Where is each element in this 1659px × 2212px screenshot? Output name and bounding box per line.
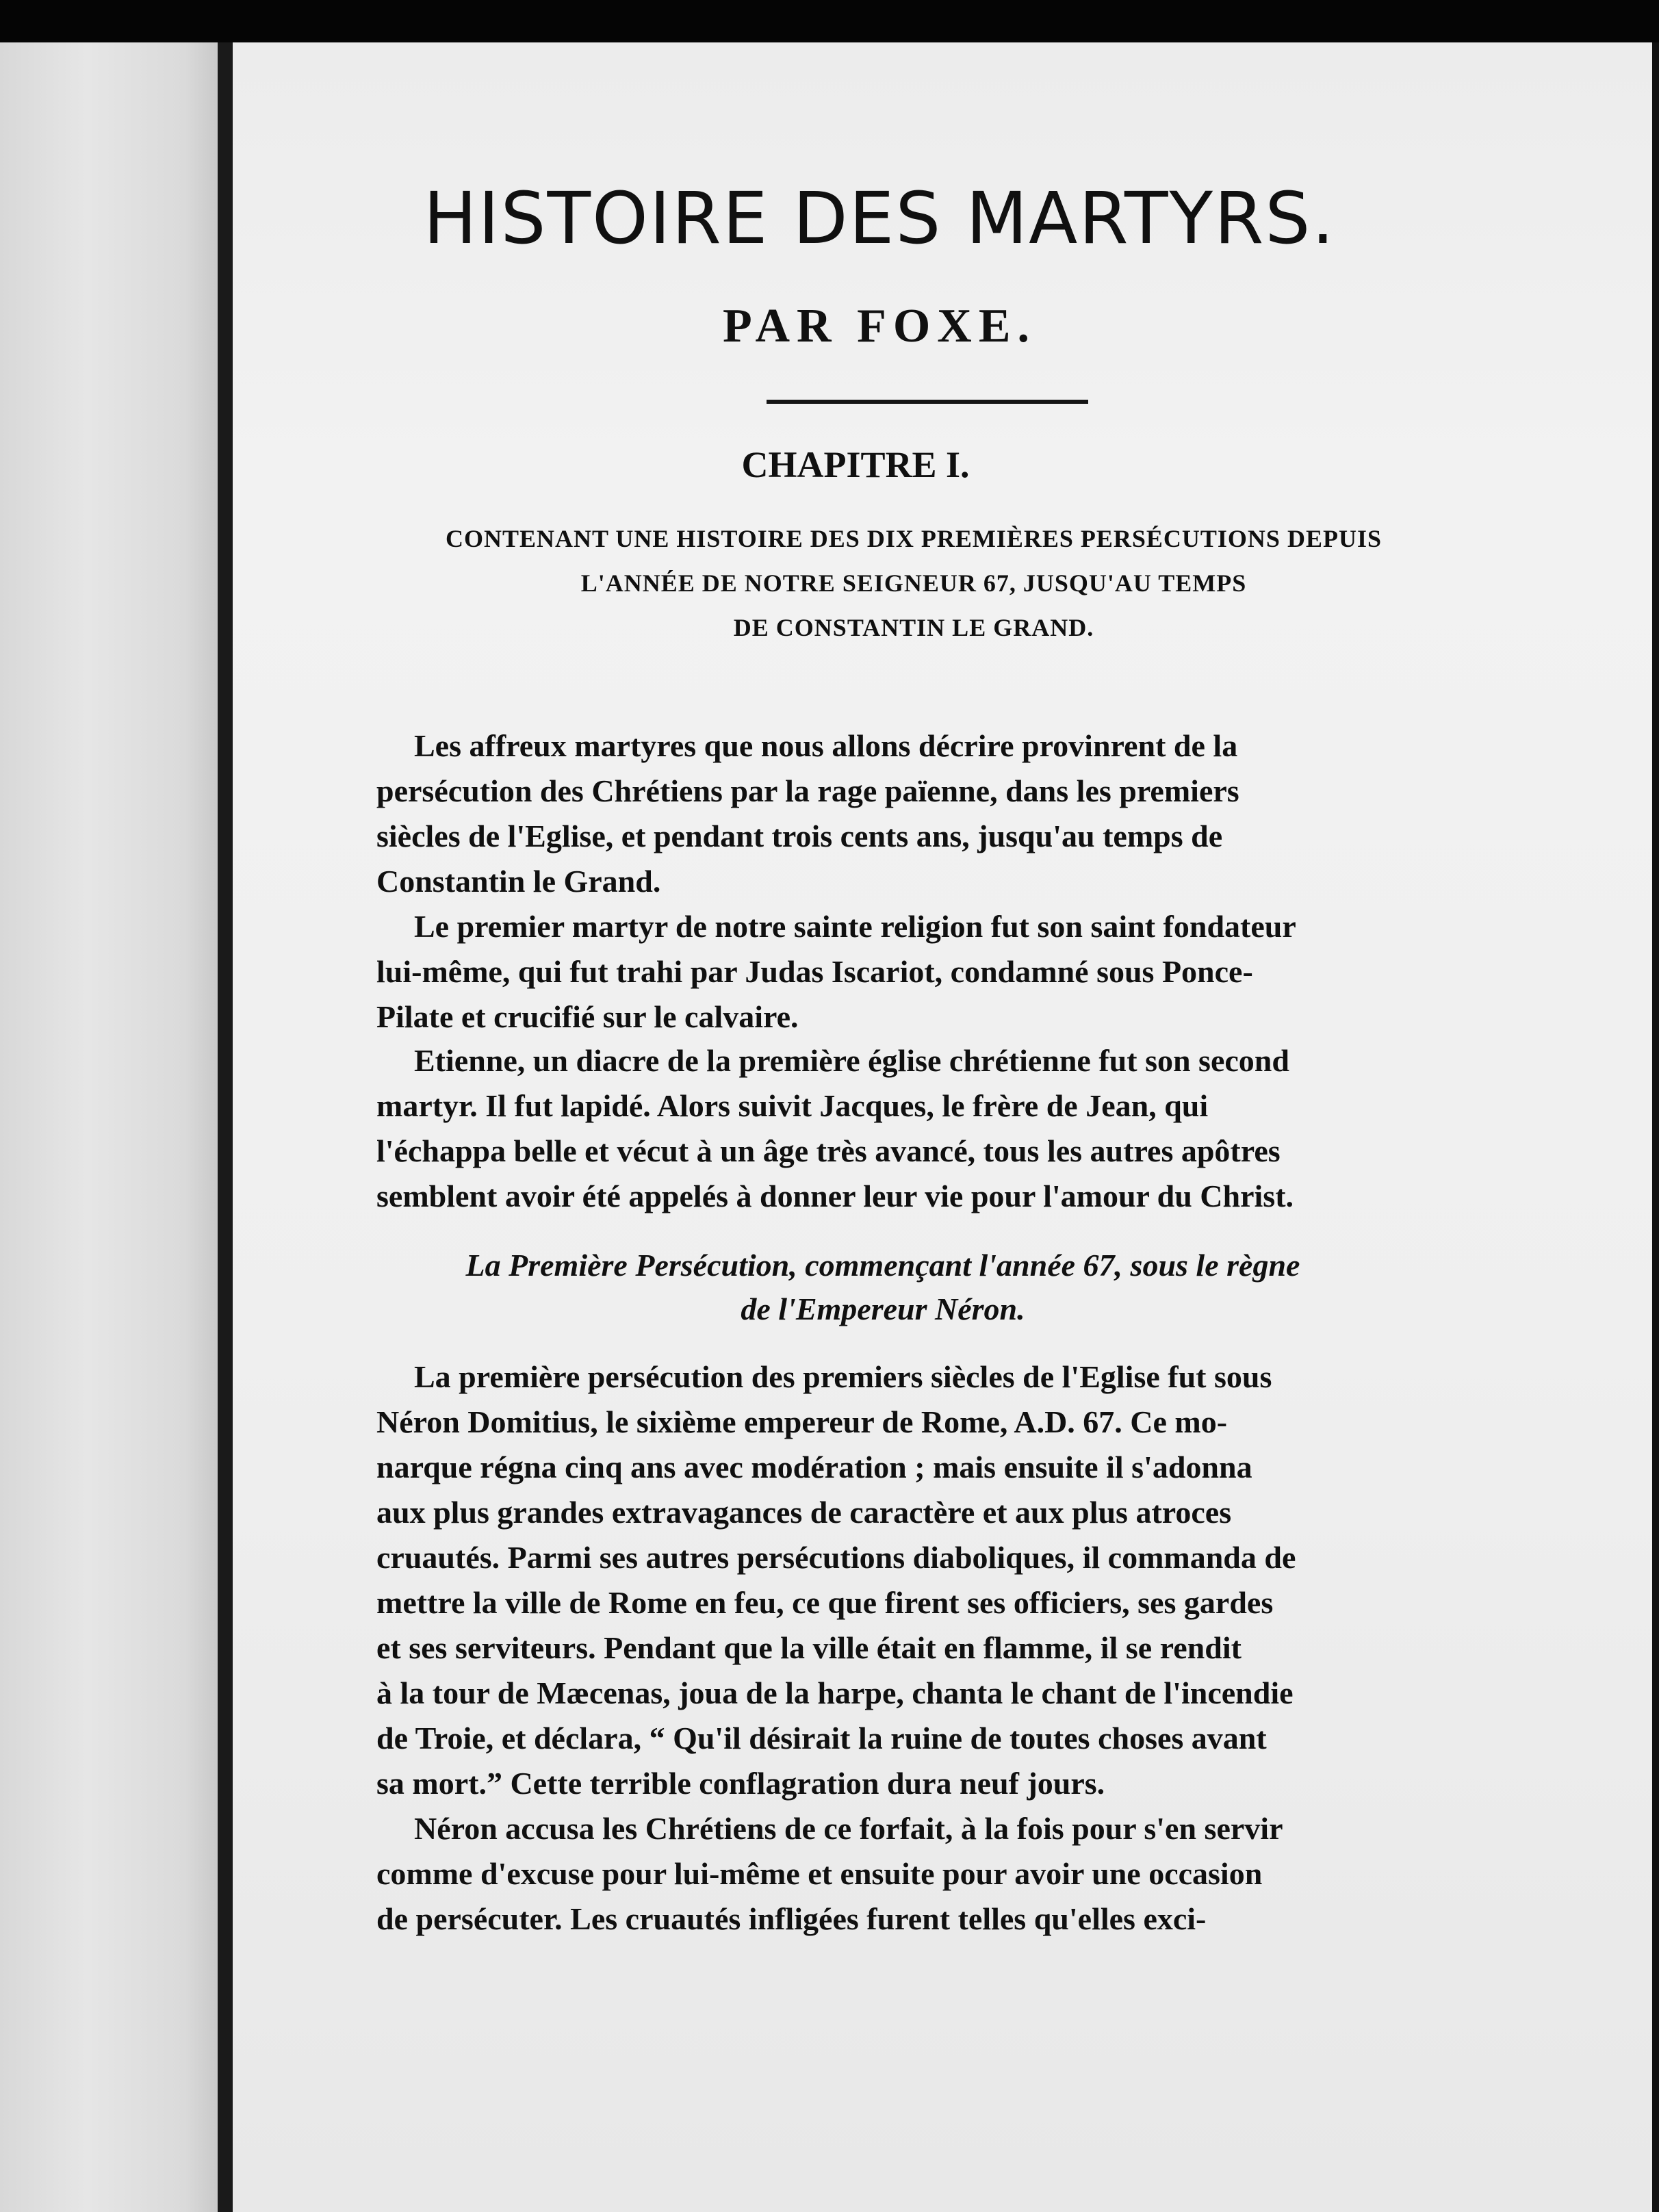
chapter-summary [376, 517, 1451, 650]
book-page [233, 42, 1659, 2212]
text-line: Les affreux martyres que nous allons décrire provinrent de la [414, 728, 1238, 763]
chapter-heading: CHAPITRE I. [741, 444, 970, 485]
summary-line: DE CONSTANTIN LE GRAND. [733, 614, 1094, 641]
paragraph-3 [376, 1038, 1451, 1219]
facing-page-edge [0, 42, 218, 2212]
text-line: à la tour de Mæcenas, joua de la harpe, chanta le chant de l'incendie [376, 1675, 1294, 1710]
title-rule [767, 400, 1088, 404]
author-byline: PAR FOXE. [722, 300, 1037, 352]
text-line: siècles de l'Eglise, et pendant trois cents ans, jusqu'au temps de [376, 819, 1223, 853]
text-line: Le premier martyr de notre sainte religion fut son saint fondateur [414, 909, 1296, 944]
text-line: Pilate et crucifié sur le calvaire. [376, 999, 799, 1034]
text-line: de persécuter. Les cruautés infligées furent telles qu'elles exci- [376, 1901, 1207, 1936]
text-line: Etienne, un diacre de la première église chrétienne fut son second [414, 1043, 1289, 1078]
section-heading-line: La Première Persécution, commençant l'année 67, sous le règne [465, 1248, 1300, 1283]
summary-line: L'ANNÉE DE NOTRE SEIGNEUR 67, JUSQU'AU TEMPS [580, 569, 1247, 597]
text-line: semblent avoir été appelés à donner leur vie pour l'amour du Christ. [376, 1179, 1294, 1213]
paragraph-5 [376, 1806, 1451, 1942]
scan-top-border [0, 0, 1659, 42]
text-line: et ses serviteurs. Pendant que la ville était en flamme, il se rendit [376, 1630, 1242, 1665]
text-line: mettre la ville de Rome en feu, ce que firent ses officiers, ses gardes [376, 1585, 1274, 1620]
text-line: Néron Domitius, le sixième empereur de Rome, A.D. 67. Ce mo- [376, 1404, 1228, 1439]
section-heading-line: de l'Empereur Néron. [741, 1291, 1025, 1326]
text-line: persécution des Chrétiens par la rage païenne, dans les premiers [376, 773, 1239, 808]
text-line: La première persécution des premiers siècles de l'Eglise fut sous [414, 1359, 1272, 1394]
text-line: Constantin le Grand. [376, 864, 661, 899]
summary-line: CONTENANT UNE HISTOIRE DES DIX PREMIÈRES PERSÉCUTIONS DEPUIS [446, 525, 1382, 552]
paragraph-1 [376, 723, 1451, 904]
book-gutter [218, 42, 233, 2212]
text-line: comme d'excuse pour lui-même et ensuite pour avoir une occasion [376, 1856, 1263, 1891]
text-line: lui-même, qui fut trahi par Judas Iscariot, condamné sous Ponce- [376, 954, 1253, 989]
section-heading [376, 1244, 1389, 1331]
text-line: aux plus grandes extravagances de caractère et aux plus atroces [376, 1495, 1232, 1530]
text-line: martyr. Il fut lapidé. Alors suivit Jacques, le frère de Jean, qui [376, 1088, 1209, 1123]
text-line: cruautés. Parmi ses autres persécutions diaboliques, il commanda de [376, 1540, 1296, 1575]
text-line: sa mort.” Cette terrible conflagration dura neuf jours. [376, 1766, 1105, 1801]
text-line: l'échappa belle et vécut à un âge très avancé, tous les autres apôtres [376, 1133, 1281, 1168]
text-line: Néron accusa les Chrétiens de ce forfait, à la fois pour s'en servir [414, 1811, 1283, 1846]
text-line: de Troie, et déclara, “ Qu'il désirait la ruine de toutes choses avant [376, 1721, 1267, 1756]
paragraph-2 [376, 904, 1451, 1040]
book-title: HISTOIRE DES MARTYRS. [423, 177, 1336, 260]
text-line: narque régna cinq ans avec modération ; mais ensuite il s'adonna [376, 1450, 1252, 1484]
page-right-edge [1652, 42, 1659, 2212]
paragraph-4 [376, 1354, 1451, 1806]
